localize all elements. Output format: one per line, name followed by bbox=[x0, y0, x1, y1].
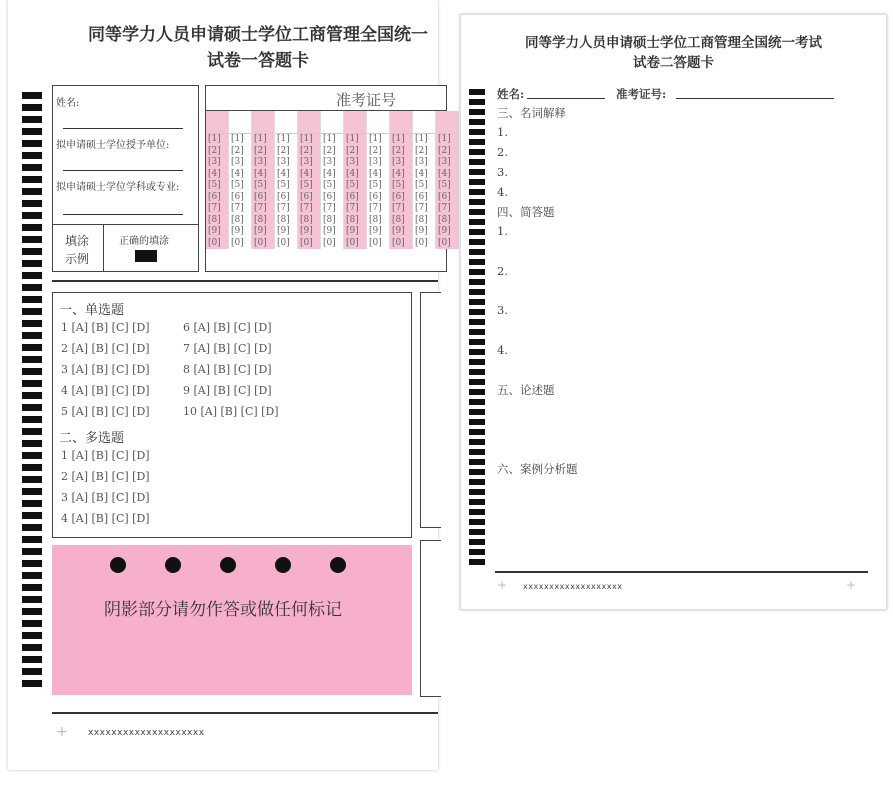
multi-choice-row[interactable]: 2 [A] [B] [C] [D] bbox=[61, 470, 150, 483]
no-mark-notice: 阴影部分请勿作答或做任何标记 bbox=[104, 600, 342, 620]
timing-marks-left bbox=[22, 92, 42, 692]
major-label: 拟申请硕士学位学科或专业: bbox=[56, 182, 180, 193]
multi-choice-row[interactable]: 4 [A] [B] [C] [D] bbox=[61, 512, 150, 525]
sheet2-exam-no-label: 准考证号: bbox=[616, 87, 667, 101]
crosshair-icon: + bbox=[497, 578, 508, 592]
sheet2-title-line1: 同等学力人员申请硕士学位工商管理全国统一考试 bbox=[525, 35, 822, 51]
correct-fill-label: 正确的填涂 bbox=[119, 236, 169, 247]
candidate-info-box bbox=[52, 85, 199, 272]
exam-digit-column[interactable]: [1] [2] [3] [4] [5] [6] [7] [8] [9] [0] bbox=[229, 111, 252, 249]
footer-code: xxxxxxxxxxxxxxxxxxxx bbox=[88, 728, 205, 738]
crosshair-icon: + bbox=[846, 578, 857, 592]
multi-choice-row[interactable]: 3 [A] [B] [C] [D] bbox=[61, 491, 150, 504]
section3-item[interactable]: 1. bbox=[497, 125, 508, 139]
exam-digit-column[interactable]: [1] [2] [3] [4] [5] [6] [7] [8] [9] [0] bbox=[298, 111, 321, 249]
single-choice-row[interactable]: 8 [A] [B] [C] [D] bbox=[183, 363, 272, 376]
section-divider bbox=[52, 280, 438, 282]
exam-number-grid[interactable] bbox=[206, 111, 459, 249]
section4-title: 四、简答题 bbox=[497, 205, 555, 219]
exam-digit-column[interactable]: [1] [2] [3] [4] [5] [6] [7] [8] [9] [0] bbox=[275, 111, 298, 249]
crosshair-icon: + bbox=[56, 724, 68, 740]
answer-sheet-1 bbox=[8, 0, 451, 770]
fill-example-label-1: 填涂 bbox=[65, 234, 90, 248]
section4-item[interactable]: 2. bbox=[497, 264, 508, 278]
single-choice-row[interactable]: 7 [A] [B] [C] [D] bbox=[183, 342, 272, 355]
section3-title: 三、名词解释 bbox=[497, 106, 566, 120]
section4-item[interactable]: 4. bbox=[497, 343, 508, 357]
single-choice-row[interactable]: 2 [A] [B] [C] [D] bbox=[61, 342, 150, 355]
name-field[interactable] bbox=[63, 128, 183, 129]
sheet2-footer-divider bbox=[495, 571, 868, 573]
fill-example-label-2: 示例 bbox=[65, 252, 90, 266]
section6-title: 六、案例分析题 bbox=[497, 462, 578, 476]
exam-digit-column[interactable]: [1] [2] [3] [4] [5] [6] [7] [8] [9] [0] bbox=[413, 111, 436, 249]
no-mark-zone bbox=[52, 545, 412, 695]
section3-item[interactable]: 3. bbox=[497, 165, 508, 179]
sheet2-name-field[interactable] bbox=[527, 98, 605, 99]
sheet2-footer-code: xxxxxxxxxxxxxxxxxxx bbox=[523, 582, 623, 591]
right-edge-box-lower bbox=[420, 540, 441, 697]
multi-choice-row[interactable]: 1 [A] [B] [C] [D] bbox=[61, 449, 150, 462]
exam-digit-column[interactable]: [1] [2] [3] [4] [5] [6] [7] [8] [9] [0] bbox=[252, 111, 275, 249]
choice-questions-box bbox=[52, 292, 412, 538]
right-edge-box bbox=[420, 292, 441, 528]
section4-item[interactable]: 3. bbox=[497, 303, 508, 317]
single-choice-row[interactable]: 9 [A] [B] [C] [D] bbox=[183, 384, 272, 397]
single-choice-row[interactable]: 10 [A] [B] [C] [D] bbox=[183, 405, 279, 418]
single-choice-row[interactable]: 4 [A] [B] [C] [D] bbox=[61, 384, 150, 397]
sheet2-exam-no-field[interactable] bbox=[676, 98, 834, 99]
sheet2-title-line2: 试卷二答题卡 bbox=[633, 55, 714, 71]
single-choice-row[interactable]: 5 [A] [B] [C] [D] bbox=[61, 405, 150, 418]
answer-sheet-2 bbox=[460, 14, 887, 610]
major-field[interactable] bbox=[63, 214, 183, 215]
filled-bubble-example bbox=[135, 250, 157, 262]
unit-field[interactable] bbox=[63, 170, 183, 171]
multi-choice-title: 二、多选题 bbox=[59, 431, 125, 446]
exam-digit-column[interactable]: [1] [2] [3] [4] [5] [6] [7] [8] [9] [0] bbox=[206, 111, 229, 249]
name-label: 姓名: bbox=[56, 98, 80, 109]
single-choice-title: 一、单选题 bbox=[59, 303, 125, 318]
exam-number-title: 准考证号 bbox=[336, 91, 397, 109]
section5-title: 五、论述题 bbox=[497, 383, 555, 397]
single-choice-row[interactable]: 3 [A] [B] [C] [D] bbox=[61, 363, 150, 376]
sheet1-title-line1: 同等学力人员申请硕士学位工商管理全国统一 bbox=[88, 25, 428, 45]
footer-divider bbox=[52, 712, 438, 714]
exam-digit-column[interactable]: [1] [2] [3] [4] [5] [6] [7] [8] [9] [0] bbox=[344, 111, 367, 249]
sheet1-title-line2: 试卷一答题卡 bbox=[207, 51, 309, 71]
exam-number-box bbox=[205, 85, 451, 272]
single-choice-row[interactable]: 6 [A] [B] [C] [D] bbox=[183, 321, 272, 334]
timing-marks-left bbox=[469, 89, 485, 569]
section4-item[interactable]: 1. bbox=[497, 224, 508, 238]
exam-digit-column[interactable]: [1] [2] [3] [4] [5] [6] [7] [8] [9] [0] bbox=[321, 111, 344, 249]
unit-label: 拟申请硕士学位授予单位: bbox=[56, 140, 170, 151]
exam-digit-column[interactable]: [1] [2] [3] [4] [5] [6] [7] [8] [9] [0] bbox=[436, 111, 459, 249]
sheet2-name-label: 姓名: bbox=[497, 87, 525, 101]
single-choice-row[interactable]: 1 [A] [B] [C] [D] bbox=[61, 321, 150, 334]
exam-digit-column[interactable]: [1] [2] [3] [4] [5] [6] [7] [8] [9] [0] bbox=[367, 111, 390, 249]
exam-digit-column[interactable]: [1] [2] [3] [4] [5] [6] [7] [8] [9] [0] bbox=[390, 111, 413, 249]
section3-item[interactable]: 4. bbox=[497, 185, 508, 199]
section3-item[interactable]: 2. bbox=[497, 145, 508, 159]
